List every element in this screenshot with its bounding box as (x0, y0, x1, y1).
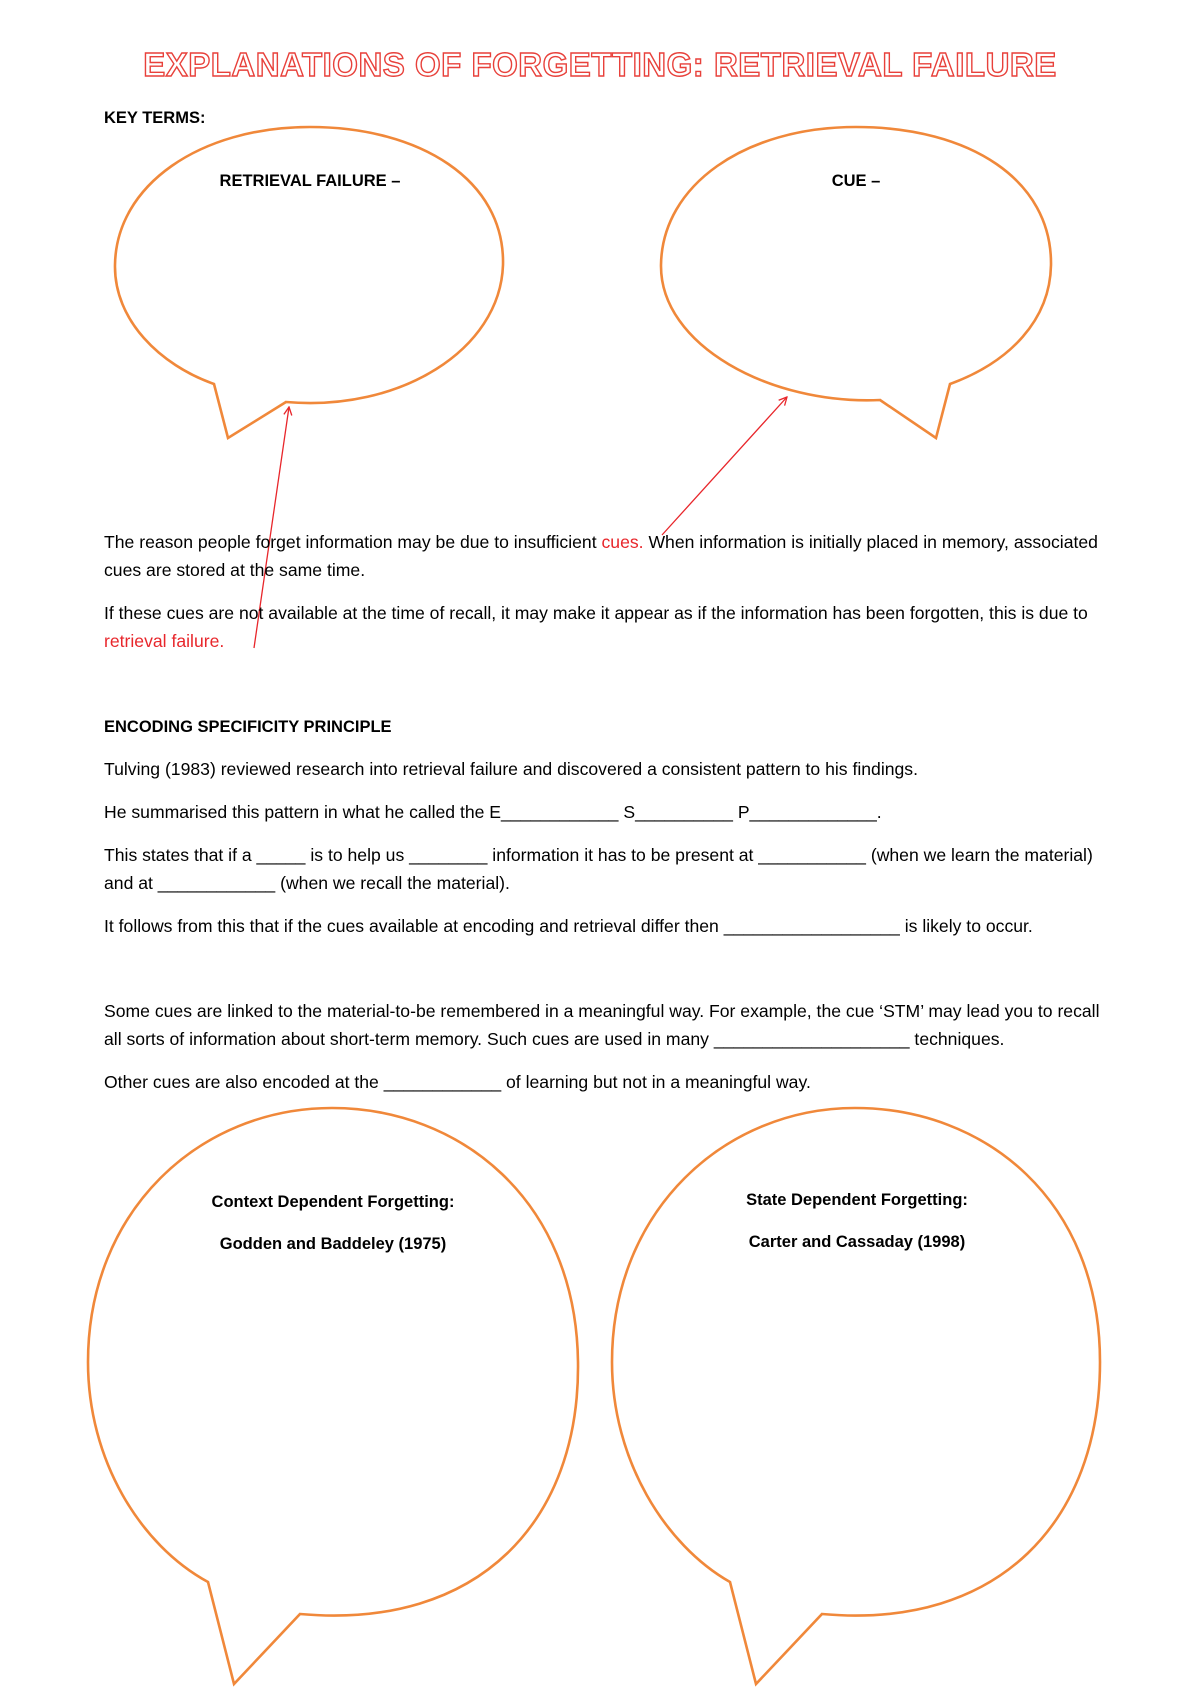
encoding-paragraph-1: Tulving (1983) reviewed research into retrieval failure and discovered a consistent pattern to his findings. (104, 759, 918, 779)
cue-arrow (662, 397, 787, 535)
context-dependent-title: Context Dependent Forgetting: (211, 1193, 455, 1211)
intro-p2-start: If these cues are not available at the time of recall, it may make it appear as if the information has been forgotten, this is due to (104, 603, 1088, 623)
intro-paragraph-2 (104, 599, 1104, 655)
state-dependent-title: State Dependent Forgetting: (746, 1191, 968, 1209)
cues-term: cues. (601, 532, 644, 552)
intro-p1-start: The reason people forget information may be due to insufficient (104, 532, 602, 552)
cue-label: CUE – (831, 172, 881, 190)
page-title: EXPLANATIONS OF FORGETTING: RETRIEVAL FAILURE (143, 46, 1057, 83)
state-dependent-study: Carter and Cassaday (1998) (748, 1233, 966, 1251)
cues-paragraph-2: Other cues are also encoded at the ____________ of learning but not in a meaningful way. (104, 1072, 811, 1092)
encoding-heading: ENCODING SPECIFICITY PRINCIPLE (104, 718, 392, 736)
retrieval-failure-term: retrieval failure. (104, 631, 225, 651)
encoding-paragraph-3: This states that if a _____ is to help us ________ information it has to be present at ___________ (when we learn the material) and at ____________ (when we recall the material). (104, 845, 1093, 893)
context-dependent-study: Godden and Baddeley (1975) (219, 1235, 447, 1253)
encoding-paragraph-4: It follows from this that if the cues available at encoding and retrieval differ then __________________ is likely to occur. (104, 916, 1033, 936)
retrieval-failure-label: RETRIEVAL FAILURE – (219, 172, 401, 190)
encoding-paragraph-2: He summarised this pattern in what he called the E____________ S__________ P_____________. (104, 802, 882, 822)
intro-p1-end: When information is initially placed in memory, associated cues are stored at the same time. (104, 532, 1098, 580)
key-terms-heading: KEY TERMS: (104, 109, 206, 127)
intro-paragraph-1 (104, 528, 1104, 584)
cues-paragraph-1: Some cues are linked to the material-to-be remembered in a meaningful way. For example, the cue ‘STM’ may lead you to recall all sorts of information about short-term memory. Such cues are used in many ____________________ techniques. (104, 1001, 1100, 1049)
